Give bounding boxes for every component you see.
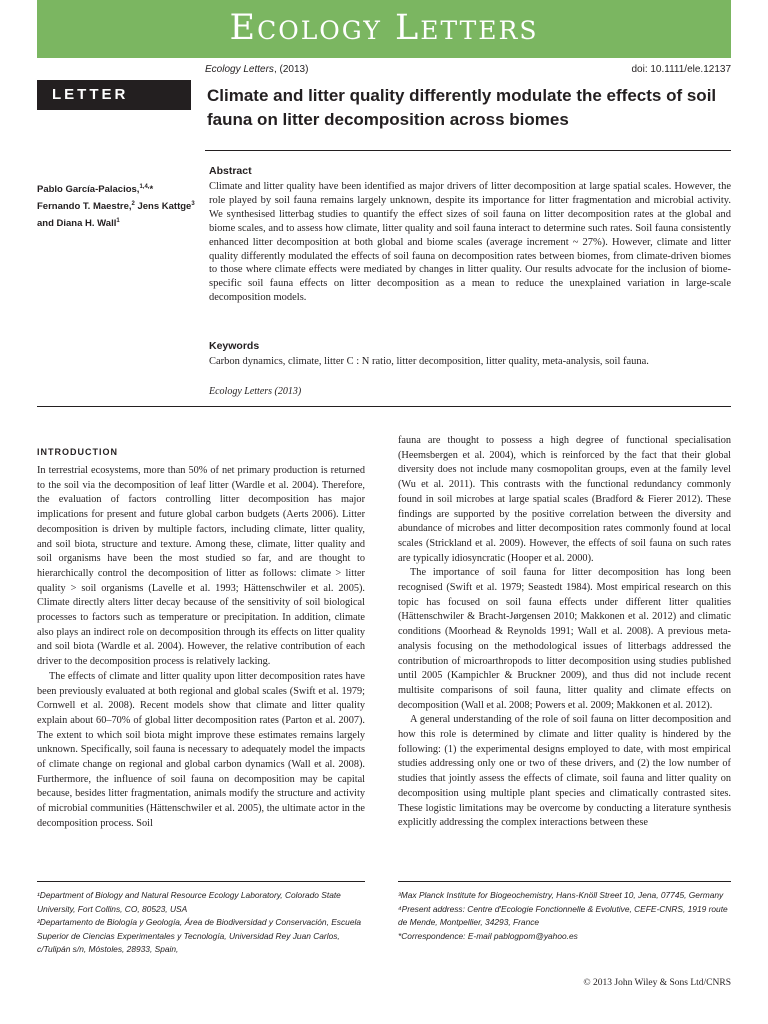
author-2-3: Fernando T. Maestre,$^2$ Jens Kattge$^3$ bbox=[37, 201, 195, 213]
footnote-divider-left bbox=[37, 881, 365, 882]
citation-line: Ecology Letters (2013) bbox=[209, 386, 302, 397]
author-4: and Diana H. Wall$^1$ bbox=[37, 218, 120, 230]
journal-banner-title: Ecology Letters bbox=[229, 8, 539, 48]
introduction-heading: INTRODUCTION bbox=[37, 447, 118, 457]
doi[interactable]: doi: 10.1111/ele.12137 bbox=[631, 64, 731, 75]
footnote-divider-right bbox=[398, 881, 731, 882]
body-column-right bbox=[398, 434, 731, 831]
intro-paragraph-3: The importance of soil fauna for litter decomposition has long been recognised (Swift et al. 1979; Seastedt 1984). Most empirical research on this topic has focused on soil fauna effects under different litter qualities (Hättenschwiler & Bracht-Jørgensen 2010; Makkonen et al. 2012) and climatic conditions (Moorhead & Reynolds 1991; Wall et al. 2008). A previous meta-analysis focusing on the methodological issues of litterbags addressed the contribution of microarthropods to litter decomposition using studies published until 2005 (Kampichler & Bruckner 2009), and thus did not include recent multisite comparisons of soil fauna, litter quality and climate effects on decomposition (Wall et al. 2008; Powers et al. 2009; Makkonen et al. 2012). bbox=[398, 567, 731, 711]
abstract-heading: Abstract bbox=[209, 165, 252, 177]
journal-banner bbox=[37, 0, 731, 58]
article-type-badge bbox=[37, 80, 191, 110]
footnotes-left bbox=[37, 889, 367, 957]
journal-line bbox=[205, 64, 308, 75]
keywords-heading: Keywords bbox=[209, 340, 260, 352]
copyright: © 2013 John Wiley & Sons Ltd/CNRS bbox=[583, 978, 731, 988]
header-divider bbox=[37, 406, 731, 407]
abstract-text: Climate and litter quality have been identified as major drivers of litter decomposition at large spatial scales. However, the role played by soil fauna remains largely unknown, despite its importance for litter fragmentation and microbial activity. We synthesised litterbag studies to quantify the effect sizes of soil fauna on litter decomposition rates at the global and biome scales, and to assess how climate, litter quality and soil fauna interact to determine such rates. Soil fauna consistently enhanced litter decomposition at both global and biome scales (average increment ~ 27%). However, climate and litter quality differently modulated the effects of soil fauna on decomposition rates between biomes, from climate-driven biomes to those where climate effects were mediated by changes in litter quality. Our results advocate for the inclusion of biome-specific soil fauna effects on litter decomposition as a mean to reduce the unexplained variation in large-scale decomposition models. bbox=[209, 181, 731, 304]
journal-name: Ecology Letters bbox=[205, 64, 274, 75]
intro-paragraph-1: In terrestrial ecosystems, more than 50% of net primary production is returned to the soil via the decomposition of leaf litter (Wardle et al. 2004). Therefore, the evaluation of factors controlling litter decomposition has major implications for present and future global carbon budgets (Aerts 2006). Litter decomposition is driven by multiple factors, including climate, litter quality, and soil biota, structure and texture. Among these, climate, litter quality and soil organisms have been the most studied so far, and are thought to hierarchically control the decomposition of litter as follows: climate > litter quality > soil organisms (Lavelle et al. 1993; Hättenschwiler et al. 2005). Climate directly alters litter decay because of the sensitivity of soil biological processes to factors such as temperature or precipitation. In addition, climate also plays an indirect role on decomposition through its effects on litter quality and soil biota (Wardle et al. 2004). However, the relative contribution of each driver to the decomposition process is relatively lacking. bbox=[37, 465, 365, 668]
journal-year: , (2013) bbox=[273, 64, 309, 75]
footnote-correspondence[interactable]: *Correspondence: E-mail pablogpom@yahoo.es bbox=[398, 930, 578, 941]
footnotes-right bbox=[398, 889, 731, 943]
footnote-4: ⁴Present address: Centre d'Ecologie Fonctionnelle & Evolutive, CEFE-CNRS, 1919 route de Mende, Montpellier, 34293, France bbox=[398, 903, 728, 928]
intro-paragraph-2: The effects of climate and litter quality upon litter decomposition rates have been previously evaluated at both regional and global scales (Swift et al. 1979; Cornwell et al. 2008). Recent models show that climate and litter quality explain about 60–70% of global litter decomposition rates (Parton et al. 2007). The extent to which soil biota might improve these estimates remains largely unknown. Specifically, soil fauna is necessary to adequately model the impacts of climate change on regional and global carbon dynamics (Wall et al. 2008). Furthermore, the influence of soil fauna on decomposition may be capital because, besides litter fragmentation, animals modify the structure and activity of microbial communities (Hättenschwiler et al. 2005), the ultimate actor in the decomposition process. Soil bbox=[37, 670, 365, 829]
footnote-1: ¹Department of Biology and Natural Resource Ecology Laboratory, Colorado State University, Fort Collins, CO, 80523, USA bbox=[37, 890, 341, 914]
footnote-2: ²Departamento de Biología y Geología, Área de Biodiversidad y Conservación, Escuela Superior de Ciencias Experimentales y Tecnología, Universidad Rey Juan Carlos, c/Tulipán s/n, Móstoles, 28933, Spain, bbox=[37, 917, 362, 955]
body-column-left bbox=[37, 464, 365, 832]
article-title: Climate and litter quality differently modulate the effects of soil fauna on litter decomposition across biomes bbox=[207, 86, 717, 129]
footnote-3: ³Max Planck Institute for Biogeochemistry, Hans-Knöll Street 10, Jena, 07745, Germany bbox=[398, 890, 724, 900]
author-list bbox=[37, 180, 197, 231]
intro-paragraph-4: A general understanding of the role of soil fauna on litter decomposition and how this role is determined by climate and litter quality is hindered by the following: (1) the experimental designs employed to date, with most empirical studies addressing only one or two of these drivers, and (2) the low number of studies that jointly assess the effects of climate, soil fauna and litter quality on decomposition using multiple plant species and climatically contrasted sites. These logistic limitations may be overcome by conducting a literature synthesis explicitly addressing the complex interactions between these bbox=[398, 714, 731, 829]
intro-paragraph-2-cont: fauna are thought to possess a high degree of functional specialisation (Heemsbergen et al. 2004), which is reinforced by the fact that their global diversity does not include many cosmopolitan groups, even at the family level (Wu et al. 2011). This contrasts with the functional redundancy commonly found in soil microbes at large spatial scales (Bradford & Fierer 2012). These findings are supported by the positive correlation between the diversity and abundance of microbes and litter decomposition rates commonly found at local scales (Strickland et al. 2009). However, the effects of soil fauna on such rates are typically idiosyncratic (Hooper et al. 2000). bbox=[398, 435, 731, 564]
keywords-text: Carbon dynamics, climate, litter C : N ratio, litter decomposition, litter quality, meta-analysis, soil fauna. bbox=[209, 356, 649, 367]
article-type-label: LETTER bbox=[52, 86, 129, 103]
title-divider bbox=[205, 150, 731, 151]
author-1: Pablo García-Palacios,$^{1,4,}$* bbox=[37, 184, 154, 196]
